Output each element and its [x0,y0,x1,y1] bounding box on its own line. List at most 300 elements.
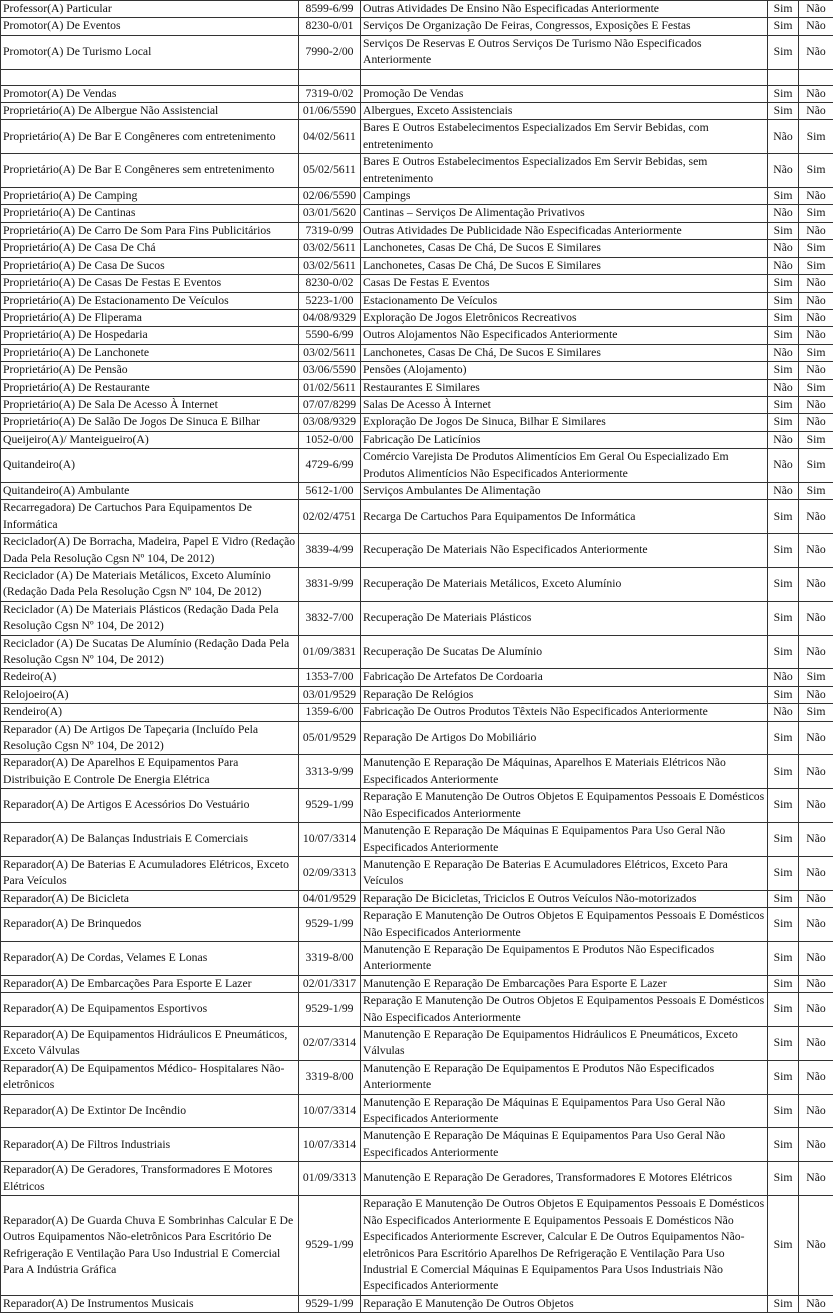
restricted-flag-cell: Não [799,721,833,755]
cnae-code-cell: 3319-8/00 [299,1060,361,1094]
table-row [1,1,833,18]
allowed-flag-cell: Não [768,154,799,188]
table-row [1,414,833,431]
occupation-cell: Proprietário(A) De Casa De Sucos [1,257,299,274]
restricted-flag-cell: Não [799,534,833,568]
table-row [1,669,833,686]
activity-description-cell: Manutenção E Reparação De Equipamentos Hidráulicos E Pneumáticos, Exceto Válvulas [361,1026,768,1060]
activity-description-cell: Fabricação De Artefatos De Cordoaria [361,669,768,686]
restricted-flag-cell: Não [799,941,833,975]
table-row [1,534,833,568]
occupation-cell: Reciclador (A) De Sucatas De Alumínio (Redação Dada Pela Resolução Cgsn Nº 104, De 2012) [1,635,299,669]
cnae-code-cell: 01/09/3313 [299,1162,361,1196]
restricted-flag-cell: Não [799,103,833,120]
restricted-flag-cell: Não [799,635,833,669]
table-row [1,1162,833,1196]
table-row [1,188,833,205]
activity-description-cell: Manutenção E Reparação De Baterias E Acumuladores Elétricos, Exceto Para Veículos [361,856,768,890]
activity-description-cell: Manutenção E Reparação De Máquinas E Equipamentos Para Uso Geral Não Especificados Anteriormente [361,1128,768,1162]
cnae-code-cell: 9529-1/99 [299,789,361,823]
occupation-cell: Proprietário(A) De Camping [1,188,299,205]
occupation-cell: Proprietário(A) De Bar E Congêneres sem entretenimento [1,154,299,188]
cnae-code-cell: 07/07/8299 [299,396,361,413]
restricted-flag-cell: Não [799,275,833,292]
allowed-flag-cell: Sim [768,327,799,344]
table-row [1,1196,833,1296]
table-row [1,205,833,222]
cnae-code-cell: 3319-8/00 [299,941,361,975]
table-row [1,449,833,483]
table-row [1,482,833,499]
restricted-flag-cell: Não [799,327,833,344]
restricted-flag-cell: Não [799,1162,833,1196]
occupation-cell: Reparador(A) De Baterias E Acumuladores Elétricos, Exceto Para Veículos [1,856,299,890]
restricted-flag-cell: Não [799,1060,833,1094]
occupation-cell: Proprietário(A) De Lanchonete [1,344,299,361]
activity-description-cell: Serviços De Organização De Feiras, Congressos, Exposições E Festas [361,18,768,35]
allowed-flag-cell: Sim [768,292,799,309]
restricted-flag-cell: Não [799,1196,833,1296]
restricted-flag-cell: Não [799,292,833,309]
restricted-flag-cell: Não [799,1094,833,1128]
occupation-cell: Reparador(A) De Equipamentos Esportivos [1,993,299,1027]
table-row [1,1094,833,1128]
table-row [1,257,833,274]
allowed-flag-cell: Sim [768,856,799,890]
table-row [1,1128,833,1162]
activity-description-cell: Manutenção E Reparação De Máquinas, Aparelhos E Materiais Elétricos Não Especificados Anteriormente [361,755,768,789]
restricted-flag-cell: Não [799,789,833,823]
allowed-flag-cell: Sim [768,601,799,635]
activity-description-cell: Recarga De Cartuchos Para Equipamentos De Informática [361,500,768,534]
occupation-cell: Reparador(A) De Brinquedos [1,908,299,942]
restricted-flag-cell: Sim [799,431,833,448]
occupation-cell: Proprietário(A) De Salão De Jogos De Sinuca E Bilhar [1,414,299,431]
restricted-flag-cell: Não [799,686,833,703]
table-row [1,721,833,755]
restricted-flag-cell: Não [799,1128,833,1162]
allowed-flag-cell: Não [768,704,799,721]
cnae-code-cell: 7319-0/02 [299,85,361,102]
table-row [1,1296,833,1313]
cnae-code-cell: 3831-9/99 [299,568,361,602]
occupation-cell: Recarregadora) De Cartuchos Para Equipamentos De Informática [1,500,299,534]
cnae-code-cell: 10/07/3314 [299,1094,361,1128]
cnae-code-cell: 03/06/5590 [299,362,361,379]
table-row [1,396,833,413]
table-row [1,85,833,102]
occupation-cell: Reparador(A) De Extintor De Incêndio [1,1094,299,1128]
table-row [1,379,833,396]
occupation-cell: Proprietário(A) De Cantinas [1,205,299,222]
activity-description-cell: Outras Atividades De Ensino Não Especificadas Anteriormente [361,1,768,18]
activity-description-cell: Lanchonetes, Casas De Chá, De Sucos E Similares [361,240,768,257]
table-row [1,993,833,1027]
restricted-flag-cell: Não [799,908,833,942]
table-row [1,975,833,992]
cnae-code-cell: 02/02/4751 [299,500,361,534]
allowed-flag-cell [768,69,799,85]
table-row [1,120,833,154]
occupation-cell: Reparador(A) De Artigos E Acessórios Do Vestuário [1,789,299,823]
restricted-flag-cell: Sim [799,449,833,483]
cnae-code-cell: 05/01/9529 [299,721,361,755]
allowed-flag-cell: Sim [768,18,799,35]
restricted-flag-cell: Não [799,85,833,102]
cnae-code-cell: 03/02/5611 [299,257,361,274]
activity-description-cell: Campings [361,188,768,205]
cnae-code-cell: 03/01/5620 [299,205,361,222]
table-row [1,431,833,448]
occupation-cell: Reparador(A) De Equipamentos Médico- Hospitalares Não-eletrônicos [1,1060,299,1094]
cnae-code-cell: 01/02/5611 [299,379,361,396]
allowed-flag-cell: Sim [768,1,799,18]
allowed-flag-cell: Sim [768,35,799,69]
activity-description-cell: Reparação E Manutenção De Outros Objetos E Equipamentos Pessoais E Domésticos Não Especificados Anteriormente [361,789,768,823]
cnae-code-cell: 5612-1/00 [299,482,361,499]
table-row [1,704,833,721]
cnae-code-cell: 3839-4/99 [299,534,361,568]
cnae-code-cell: 8230-0/02 [299,275,361,292]
cnae-code-cell: 10/07/3314 [299,823,361,857]
activity-description-cell: Reparação De Bicicletas, Triciclos E Outros Veículos Não-motorizados [361,890,768,907]
activity-description-cell: Manutenção E Reparação De Geradores, Transformadores E Motores Elétricos [361,1162,768,1196]
occupation-cell: Reparador(A) De Cordas, Velames E Lonas [1,941,299,975]
allowed-flag-cell: Sim [768,534,799,568]
activity-description-cell: Lanchonetes, Casas De Chá, De Sucos E Similares [361,257,768,274]
activity-description-cell: Cantinas – Serviços De Alimentação Privativos [361,205,768,222]
cnae-code-cell: 01/06/5590 [299,103,361,120]
cnae-code-cell: 9529-1/99 [299,1196,361,1296]
restricted-flag-cell: Sim [799,154,833,188]
table-row [1,500,833,534]
cnae-code-cell: 8230-0/01 [299,18,361,35]
allowed-flag-cell: Não [768,120,799,154]
cnae-code-cell: 5590-6/99 [299,327,361,344]
table-body [1,1,833,1313]
activity-description-cell: Salas De Acesso À Internet [361,396,768,413]
table-row [1,568,833,602]
activity-description-cell: Outras Atividades De Publicidade Não Especificadas Anteriormente [361,222,768,239]
restricted-flag-cell: Não [799,975,833,992]
cnae-code-cell: 3313-9/99 [299,755,361,789]
allowed-flag-cell: Sim [768,686,799,703]
table-row [1,789,833,823]
allowed-flag-cell: Sim [768,103,799,120]
cnae-code-cell: 02/06/5590 [299,188,361,205]
cnae-code-cell: 02/01/3317 [299,975,361,992]
cnae-code-cell: 03/08/9329 [299,414,361,431]
table-row [1,890,833,907]
table-row [1,154,833,188]
occupation-cell: Rendeiro(A) [1,704,299,721]
table-row [1,18,833,35]
allowed-flag-cell: Sim [768,1060,799,1094]
table-row [1,362,833,379]
cnae-code-cell: 5223-1/00 [299,292,361,309]
occupation-cell: Proprietário(A) De Estacionamento De Veículos [1,292,299,309]
restricted-flag-cell: Não [799,396,833,413]
occupation-cell: Proprietário(A) De Restaurante [1,379,299,396]
activity-description-cell: Reparação E Manutenção De Outros Objetos [361,1296,768,1313]
activity-description-cell: Restaurantes E Similares [361,379,768,396]
cnae-code-cell: 04/02/5611 [299,120,361,154]
activity-description-cell: Recuperação De Materiais Plásticos [361,601,768,635]
restricted-flag-cell: Não [799,35,833,69]
activity-description-cell: Reparação De Artigos Do Mobiliário [361,721,768,755]
occupation-cell: Proprietário(A) De Sala De Acesso À Internet [1,396,299,413]
restricted-flag-cell: Sim [799,482,833,499]
activity-description-cell: Serviços Ambulantes De Alimentação [361,482,768,499]
occupation-cell: Quitandeiro(A) [1,449,299,483]
restricted-flag-cell: Sim [799,669,833,686]
occupation-cell: Reparador(A) De Bicicleta [1,890,299,907]
allowed-flag-cell: Sim [768,975,799,992]
allowed-flag-cell: Sim [768,414,799,431]
table-row [1,755,833,789]
allowed-flag-cell: Sim [768,908,799,942]
activity-description-cell: Outros Alojamentos Não Especificados Anteriormente [361,327,768,344]
table-row [1,275,833,292]
activity-description-cell: Lanchonetes, Casas De Chá, De Sucos E Similares [361,344,768,361]
cnae-code-cell: 9529-1/99 [299,908,361,942]
restricted-flag-cell: Não [799,1296,833,1313]
table-row [1,635,833,669]
allowed-flag-cell: Não [768,344,799,361]
restricted-flag-cell: Não [799,755,833,789]
table-row [1,344,833,361]
activity-description-cell: Reparação E Manutenção De Outros Objetos E Equipamentos Pessoais E Domésticos Não Especificados Anteriormente E Equipamentos Pessoais E Domésticos Não Especificados Anteriormente Escrever, Calcular E De Outros Equipamentos Não-eletrônicos Para Escritório Aparelhos De Refrigeração E Ventilação Para Uso Industrial E Comercial Máquinas E Equipamentos Para Usos Industriais Não Especificados Anteriormente [361,1196,768,1296]
cnae-code-cell: 01/09/3831 [299,635,361,669]
occupation-cell: Promotor(A) De Eventos [1,18,299,35]
activity-description-cell: Manutenção E Reparação De Equipamentos E Produtos Não Especificados Anteriormente [361,1060,768,1094]
occupation-cell: Redeiro(A) [1,669,299,686]
cnae-code-cell: 02/09/3313 [299,856,361,890]
cnae-code-cell: 02/07/3314 [299,1026,361,1060]
restricted-flag-cell: Não [799,362,833,379]
restricted-flag-cell: Não [799,993,833,1027]
restricted-flag-cell: Sim [799,379,833,396]
activity-description-cell: Exploração De Jogos Eletrônicos Recreativos [361,309,768,326]
restricted-flag-cell: Não [799,568,833,602]
activity-description-cell: Promoção De Vendas [361,85,768,102]
occupation-cell: Relojoeiro(A) [1,686,299,703]
activity-description-cell: Comércio Varejista De Produtos Alimentícios Em Geral Ou Especializado Em Produtos Alimentícios Não Especificados Anteriormente [361,449,768,483]
table-row [1,601,833,635]
occupation-cell: Proprietário(A) De Bar E Congêneres com entretenimento [1,120,299,154]
allowed-flag-cell: Sim [768,500,799,534]
cnae-code-cell: 05/02/5611 [299,154,361,188]
allowed-flag-cell: Não [768,431,799,448]
occupation-cell: Reparador(A) De Aparelhos E Equipamentos Para Distribuição E Controle De Energia Elétrica [1,755,299,789]
occupation-cell: Reparador (A) De Artigos De Tapeçaria (Incluído Pela Resolução Cgsn Nº 104, De 2012) [1,721,299,755]
restricted-flag-cell: Sim [799,344,833,361]
cnae-code-cell: 04/08/9329 [299,309,361,326]
allowed-flag-cell: Sim [768,222,799,239]
table-row [1,941,833,975]
restricted-flag-cell: Não [799,222,833,239]
restricted-flag-cell: Sim [799,205,833,222]
table-row [1,823,833,857]
restricted-flag-cell: Não [799,1026,833,1060]
activity-description-cell: Fabricação De Outros Produtos Têxteis Não Especificados Anteriormente [361,704,768,721]
activity-description-cell: Casas De Festas E Eventos [361,275,768,292]
occupation-cell: Proprietário(A) De Fliperama [1,309,299,326]
table-row [1,309,833,326]
activity-description-cell: Manutenção E Reparação De Máquinas E Equipamentos Para Uso Geral Não Especificados Anteriormente [361,823,768,857]
table-row [1,292,833,309]
occupation-cell: Reparador(A) De Filtros Industriais [1,1128,299,1162]
table-row [1,327,833,344]
activity-description-cell: Recuperação De Materiais Metálicos, Exceto Alumínio [361,568,768,602]
table-row [1,240,833,257]
occupation-cell: Reparador(A) De Embarcações Para Esporte E Lazer [1,975,299,992]
allowed-flag-cell: Não [768,240,799,257]
allowed-flag-cell: Sim [768,1094,799,1128]
allowed-flag-cell: Sim [768,1026,799,1060]
cnae-code-cell: 9529-1/99 [299,1296,361,1313]
table-row [1,908,833,942]
cnae-code-cell [299,69,361,85]
allowed-flag-cell: Sim [768,85,799,102]
allowed-flag-cell: Não [768,379,799,396]
activity-description-cell [361,69,768,85]
cnae-code-cell: 1353-7/00 [299,669,361,686]
allowed-flag-cell: Sim [768,941,799,975]
restricted-flag-cell: Não [799,856,833,890]
allowed-flag-cell: Sim [768,1128,799,1162]
occupation-cell: Reparador(A) De Geradores, Transformadores E Motores Elétricos [1,1162,299,1196]
table-row [1,856,833,890]
occupation-cell: Reparador(A) De Balanças Industriais E Comerciais [1,823,299,857]
activity-description-cell: Reparação E Manutenção De Outros Objetos E Equipamentos Pessoais E Domésticos Não Especificados Anteriormente [361,993,768,1027]
allowed-flag-cell: Sim [768,362,799,379]
restricted-flag-cell: Não [799,1,833,18]
restricted-flag-cell: Não [799,890,833,907]
restricted-flag-cell: Sim [799,240,833,257]
activity-description-cell: Bares E Outros Estabelecimentos Especializados Em Servir Bebidas, com entretenimento [361,120,768,154]
activity-description-cell: Manutenção E Reparação De Equipamentos E Produtos Não Especificados Anteriormente [361,941,768,975]
activity-description-cell: Reparação De Relógios [361,686,768,703]
cnae-code-cell: 3832-7/00 [299,601,361,635]
occupation-cell: Reciclador (A) De Materiais Plásticos (Redação Dada Pela Resolução Cgsn Nº 104, De 2012) [1,601,299,635]
occupation-cell: Reparador(A) De Guarda Chuva E Sombrinhas Calcular E De Outros Equipamentos Não-eletrônicos Para Escritório De Refrigeração E Ventilação Para Uso Industrial E Comercial Para A Indústria Gráfica [1,1196,299,1296]
allowed-flag-cell: Sim [768,275,799,292]
cnae-code-cell: 04/01/9529 [299,890,361,907]
activity-description-cell: Albergues, Exceto Assistenciais [361,103,768,120]
occupation-cell: Reparador(A) De Instrumentos Musicais [1,1296,299,1313]
allowed-flag-cell: Não [768,449,799,483]
cnae-code-cell: 03/01/9529 [299,686,361,703]
allowed-flag-cell: Não [768,669,799,686]
cnae-code-cell: 03/02/5611 [299,344,361,361]
restricted-flag-cell [799,69,833,85]
allowed-flag-cell: Não [768,257,799,274]
activity-description-cell: Pensões (Alojamento) [361,362,768,379]
cnae-code-cell: 4729-6/99 [299,449,361,483]
activity-description-cell: Manutenção E Reparação De Máquinas E Equipamentos Para Uso Geral Não Especificados Anteriormente [361,1094,768,1128]
cnae-code-cell: 1359-6/00 [299,704,361,721]
table-row [1,103,833,120]
allowed-flag-cell: Sim [768,755,799,789]
allowed-flag-cell: Sim [768,789,799,823]
restricted-flag-cell: Não [799,309,833,326]
restricted-flag-cell: Sim [799,257,833,274]
activity-description-cell: Recuperação De Sucatas De Alumínio [361,635,768,669]
table-row [1,35,833,69]
occupation-cell: Promotor(A) De Turismo Local [1,35,299,69]
occupation-cell: Professor(A) Particular [1,1,299,18]
restricted-flag-cell: Não [799,500,833,534]
restricted-flag-cell: Não [799,414,833,431]
allowed-flag-cell: Não [768,205,799,222]
cnae-code-cell: 7319-0/99 [299,222,361,239]
table-row [1,1026,833,1060]
occupation-cell: Proprietário(A) De Hospedaria [1,327,299,344]
allowed-flag-cell: Sim [768,188,799,205]
restricted-flag-cell: Não [799,601,833,635]
occupation-cell: Reciclador(A) De Borracha, Madeira, Papel E Vidro (Redação Dada Pela Resolução Cgsn Nº 104, De 2012) [1,534,299,568]
cnae-code-cell: 10/07/3314 [299,1128,361,1162]
cnae-code-cell: 9529-1/99 [299,993,361,1027]
table-row [1,1060,833,1094]
allowed-flag-cell: Sim [768,823,799,857]
table-row [1,686,833,703]
table-row [1,69,833,85]
activity-description-cell: Fabricação De Laticínios [361,431,768,448]
allowed-flag-cell: Sim [768,1196,799,1296]
activity-description-cell: Exploração De Jogos De Sinuca, Bilhar E Similares [361,414,768,431]
cnae-code-cell: 1052-0/00 [299,431,361,448]
restricted-flag-cell: Não [799,188,833,205]
occupation-cell: Quitandeiro(A) Ambulante [1,482,299,499]
allowed-flag-cell: Sim [768,993,799,1027]
activity-description-cell: Estacionamento De Veículos [361,292,768,309]
cnae-code-cell: 7990-2/00 [299,35,361,69]
occupation-cell [1,69,299,85]
occupation-cell: Proprietário(A) De Albergue Não Assistencial [1,103,299,120]
cnae-code-cell: 03/02/5611 [299,240,361,257]
allowed-flag-cell: Sim [768,635,799,669]
allowed-flag-cell: Sim [768,396,799,413]
activity-description-cell: Bares E Outros Estabelecimentos Especializados Em Servir Bebidas, sem entretenimento [361,154,768,188]
allowed-flag-cell: Não [768,482,799,499]
activity-description-cell: Recuperação De Materiais Não Especificados Anteriormente [361,534,768,568]
occupation-cell: Proprietário(A) De Pensão [1,362,299,379]
allowed-flag-cell: Sim [768,568,799,602]
occupation-cell: Reciclador (A) De Materiais Metálicos, Exceto Alumínio (Redação Dada Pela Resolução Cgsn Nº 104, De 2012) [1,568,299,602]
occupation-cell: Queijeiro(A)/ Manteigueiro(A) [1,431,299,448]
activity-description-cell: Manutenção E Reparação De Embarcações Para Esporte E Lazer [361,975,768,992]
allowed-flag-cell: Sim [768,890,799,907]
allowed-flag-cell: Sim [768,721,799,755]
allowed-flag-cell: Sim [768,1296,799,1313]
occupation-cell: Proprietário(A) De Carro De Som Para Fins Publicitários [1,222,299,239]
cnae-code-cell: 8599-6/99 [299,1,361,18]
allowed-flag-cell: Sim [768,309,799,326]
occupation-cell: Promotor(A) De Vendas [1,85,299,102]
restricted-flag-cell: Sim [799,120,833,154]
table-row [1,222,833,239]
allowed-flag-cell: Sim [768,1162,799,1196]
restricted-flag-cell: Sim [799,704,833,721]
occupation-cell: Proprietário(A) De Casas De Festas E Eventos [1,275,299,292]
occupation-cell: Reparador(A) De Equipamentos Hidráulicos E Pneumáticos, Exceto Válvulas [1,1026,299,1060]
activity-description-cell: Serviços De Reservas E Outros Serviços De Turismo Não Especificados Anteriormente [361,35,768,69]
occupation-cell: Proprietário(A) De Casa De Chá [1,240,299,257]
restricted-flag-cell: Não [799,18,833,35]
activity-description-cell: Reparação E Manutenção De Outros Objetos E Equipamentos Pessoais E Domésticos Não Especificados Anteriormente [361,908,768,942]
